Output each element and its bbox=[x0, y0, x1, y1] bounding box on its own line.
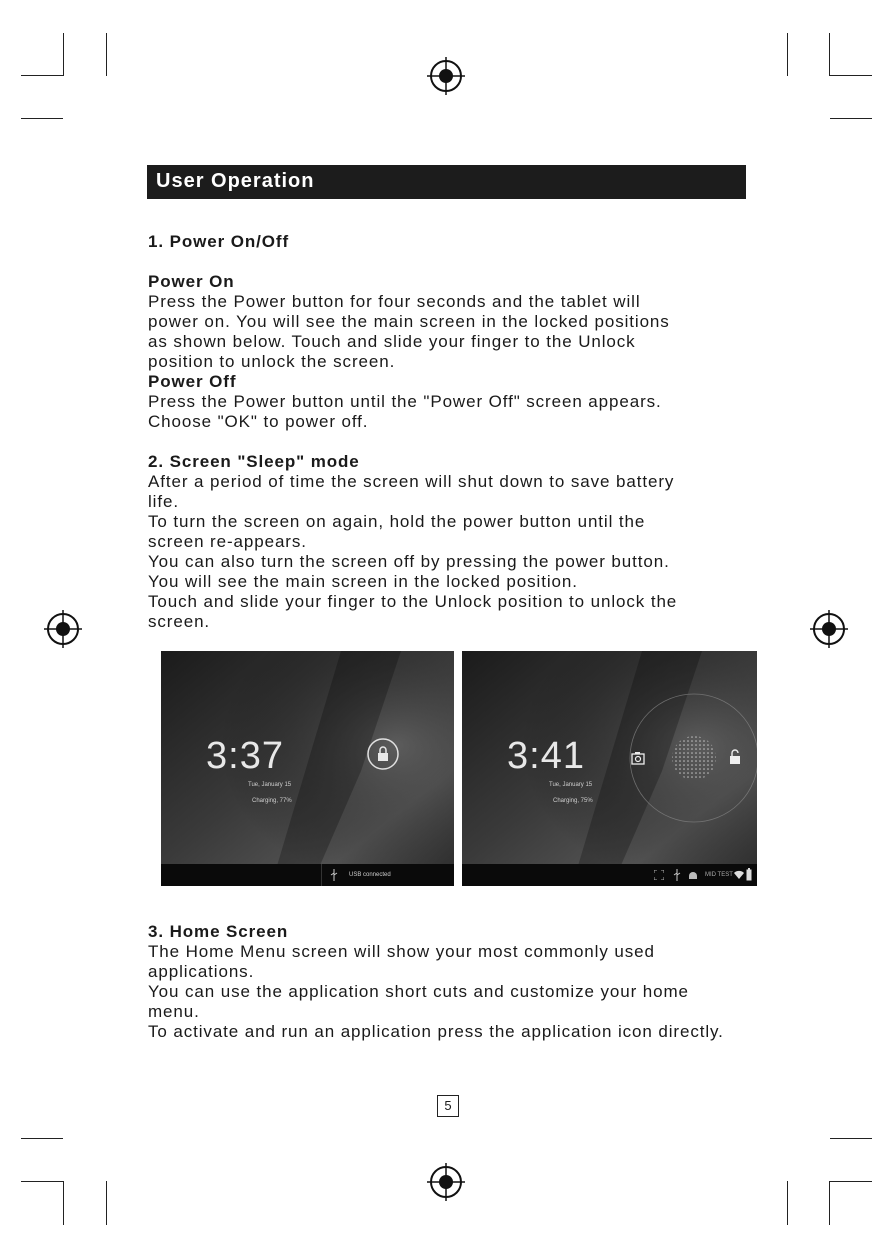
manual-text bbox=[148, 232, 738, 632]
text-line: screen re-appears. bbox=[148, 532, 307, 551]
text-line: Press the Power button until the "Power Off" screen appears. bbox=[148, 392, 662, 411]
text-line: To activate and run an application press the application icon directly. bbox=[148, 1022, 724, 1041]
crop-mark bbox=[106, 33, 107, 76]
usb-status: USB connected bbox=[349, 872, 391, 878]
crop-mark bbox=[21, 118, 63, 119]
power-off-heading: Power Off bbox=[148, 372, 237, 391]
registration-mark-icon bbox=[810, 610, 848, 648]
section-title: User Operation bbox=[156, 170, 315, 192]
text-line: menu. bbox=[148, 1002, 200, 1021]
crop-mark bbox=[63, 33, 64, 76]
battery-icon bbox=[746, 868, 752, 881]
crop-mark bbox=[829, 33, 830, 76]
crop-mark bbox=[63, 1181, 64, 1225]
system-bar bbox=[462, 864, 757, 886]
wifi-icon bbox=[734, 870, 744, 879]
text-line: After a period of time the screen will shut down to save battery bbox=[148, 472, 675, 491]
network-name: MID TEST bbox=[705, 872, 733, 878]
text-line: Choose "OK" to power off. bbox=[148, 412, 369, 431]
charging-text: Charging, 77% bbox=[252, 798, 292, 804]
crop-mark bbox=[830, 1181, 872, 1182]
text-line: You can also turn the screen off by pressing the power button. bbox=[148, 552, 670, 571]
bar-divider bbox=[321, 864, 322, 886]
power-on-heading: Power On bbox=[148, 272, 235, 291]
text-line: Touch and slide your finger to the Unlock position to unlock the bbox=[148, 592, 678, 611]
unlock-icon[interactable] bbox=[728, 749, 742, 765]
power-heading: 1. Power On/Off bbox=[148, 232, 290, 251]
crop-mark bbox=[787, 1181, 788, 1225]
unlock-screen-screenshot bbox=[462, 651, 757, 886]
crop-mark bbox=[21, 75, 63, 76]
crop-mark bbox=[830, 1138, 872, 1139]
usb-icon bbox=[329, 869, 339, 881]
text-line: You can use the application short cuts and customize your home bbox=[148, 982, 689, 1001]
crop-mark bbox=[21, 1138, 63, 1139]
system-bar bbox=[161, 864, 454, 886]
sleep-heading: 2. Screen "Sleep" mode bbox=[148, 452, 360, 471]
text-line: power on. You will see the main screen in the locked positions bbox=[148, 312, 670, 331]
crop-mark bbox=[106, 1181, 107, 1225]
text-line: To turn the screen on again, hold the power button until the bbox=[148, 512, 646, 531]
crop-mark bbox=[830, 118, 872, 119]
text-line: position to unlock the screen. bbox=[148, 352, 396, 371]
crop-mark bbox=[787, 33, 788, 76]
crop-mark bbox=[21, 1181, 63, 1182]
date-text: Tue, January 15 bbox=[248, 782, 292, 788]
android-icon bbox=[688, 870, 698, 880]
crop-mark bbox=[829, 1181, 830, 1225]
text-line: screen. bbox=[148, 612, 211, 631]
home-screen-section bbox=[148, 922, 738, 1042]
wallpaper bbox=[161, 651, 454, 886]
clock-time: 3:37 bbox=[206, 735, 284, 777]
registration-mark-icon bbox=[44, 610, 82, 648]
text-line: applications. bbox=[148, 962, 255, 981]
lock-screen-screenshot bbox=[161, 651, 454, 886]
lock-icon[interactable] bbox=[365, 736, 401, 772]
text-line: You will see the main screen in the locked position. bbox=[148, 572, 578, 591]
date-text: Tue, January 15 bbox=[549, 782, 593, 788]
section-header bbox=[147, 165, 746, 199]
text-line: as shown below. Touch and slide your finger to the Unlock bbox=[148, 332, 636, 351]
page-number: 5 bbox=[437, 1095, 459, 1117]
text-line: The Home Menu screen will show your most commonly used bbox=[148, 942, 655, 961]
usb-icon bbox=[672, 869, 682, 881]
home-heading: 3. Home Screen bbox=[148, 922, 289, 941]
crop-mark bbox=[830, 75, 872, 76]
registration-mark-icon bbox=[427, 57, 465, 95]
camera-icon[interactable] bbox=[631, 751, 645, 765]
text-line: Press the Power button for four seconds and the tablet will bbox=[148, 292, 641, 311]
text-line: life. bbox=[148, 492, 179, 511]
expand-icon bbox=[654, 870, 664, 880]
charging-text: Charging, 75% bbox=[553, 798, 593, 804]
registration-mark-icon bbox=[427, 1163, 465, 1201]
clock-time: 3:41 bbox=[507, 735, 585, 777]
